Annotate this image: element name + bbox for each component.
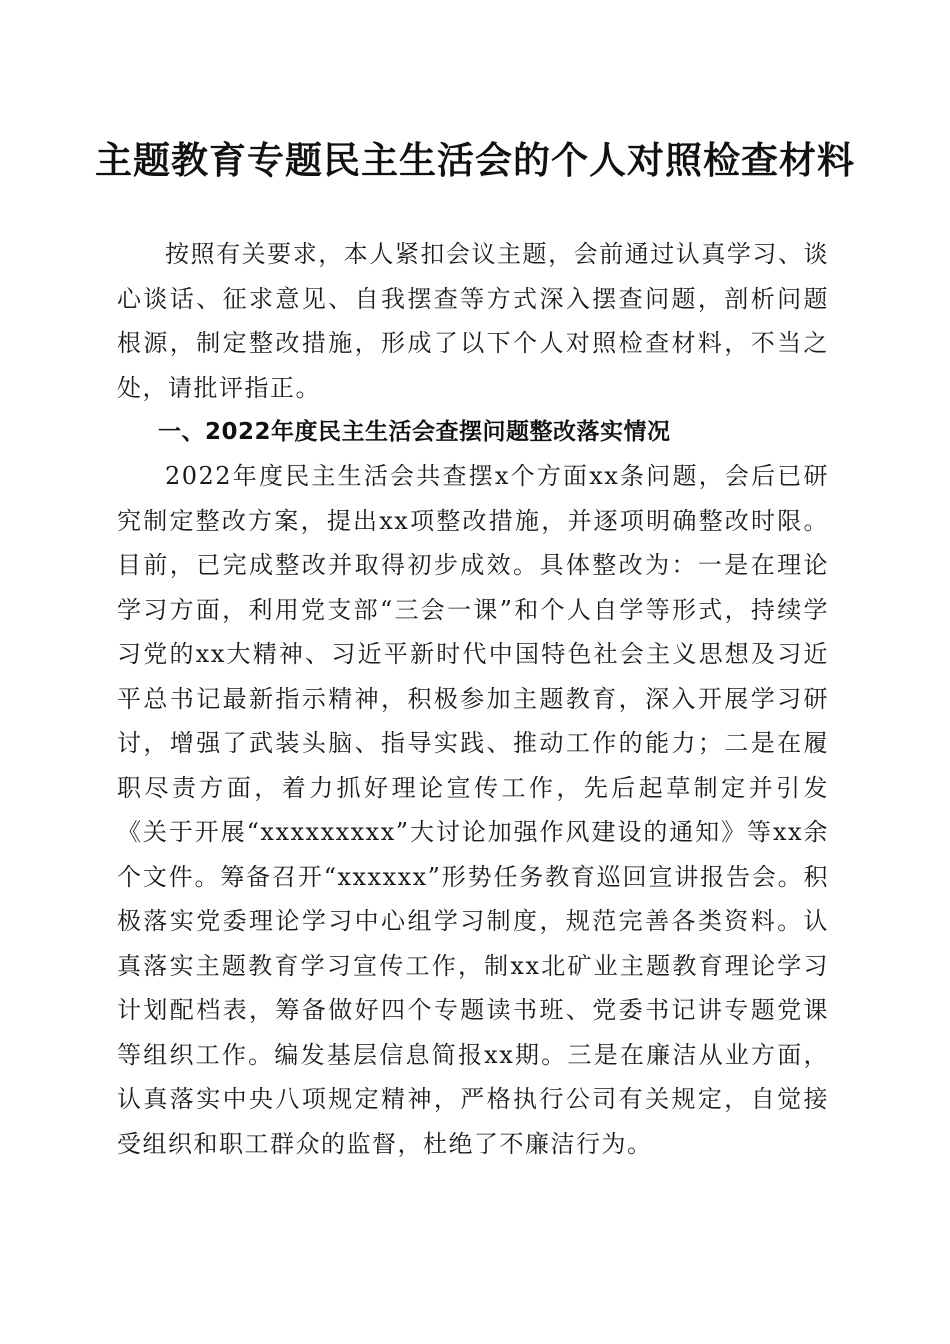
document-title: 主题教育专题民主生活会的个人对照检查材料 — [95, 138, 855, 182]
section-heading: 一、2022年度民主生活会查摆问题整改落实情况 — [158, 419, 671, 445]
intro-paragraph: 按照有关要求，本人紧扣会议主题，会前通过认真学习、谈心谈话、征求意见、自我摆查等方式深入摆查问题，剖析问题根源，制定整改措施，形成了以下个人对照检查材料，不当之处，请批评指正。 — [117, 240, 829, 402]
section-paragraph: 2022年度民主生活会共查摆x个方面xx条问题，会后已研究制定整改方案，提出xx项整改措施，并逐项明确整改时限。目前，已完成整改并取得初步成效。具体整改为：一是在理论学习方面，利用党支部“三会一课”和个人自学等形式，持续学习党的xx大精神、习近平新时代中国特色社会主义思想及习近平总书记最新指示精神，积极参加主题教育，深入开展学习研讨，增强了武装头脑、指导实践、推动工作的能力；二是在履职尽责方面，着力抓好理论宣传工作，先后起草制定并引发《关于开展“xxxxxxxxx”大讨论加强作风建设的通知》等xx余个文件。筹备召开“xxxxxx”形势任务教育巡回宣讲报告会。积极落实党委理论学习中心组学习制度，规范完善各类资料。认真落实主题教育学习宣传工作，制xx北矿业主题教育理论学习计划配档表，筹备做好四个专题读书班、党委书记讲专题党课等组织工作。编发基层信息简报xx期。三是在廉洁从业方面，认真落实中央八项规定精神，严格执行公司有关规定，自觉接受组织和职工群众的监督，杜绝了不廉洁行为。 — [117, 462, 829, 1158]
